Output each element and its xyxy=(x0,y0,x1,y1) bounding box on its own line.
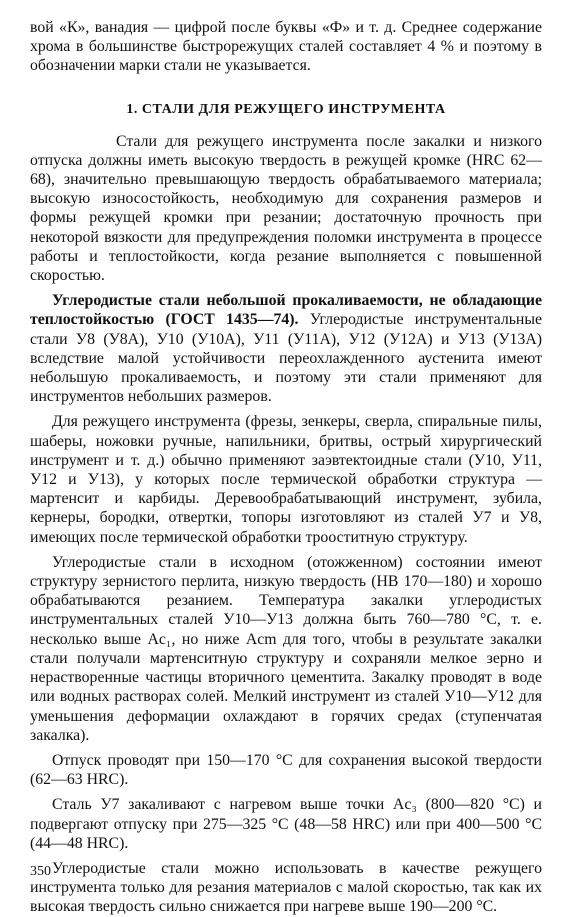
intro-paragraph: вой «К», ванадия — цифрой после буквы «Ф» и т. д. Среднее содержание хрома в большинстве быстрорежущих сталей составляет 4 % и поэтому в обозначении марки стали не указывается. xyxy=(30,19,542,75)
paragraph-carbon-steels-text: Углеродистые инструментальные стали У8 (У8А), У10 (У10А), У11 (У11А), У12 (У12А) и У13 (У13А) вследствие малой устойчивости переохлажденного аустенита имеют небольшую прокаливаемость, и поэтому эти стали применяют для инструментов небольших размеров. xyxy=(30,311,542,406)
paragraph-applications: Для режущего инструмента (фрезы, зенкеры, сверла, спиральные пилы, шаберы, ножовки ручные, напильники, бритвы, острый хирургический инструмент и т. д.) обычно применяют заэвтектоидные стали (У10, У11, У12 и У13), у которых после термической обработки структура — мартенсит и карбиды. Деревообрабатывающий инструмент, зубила, кернеры, бородки, отвертки, топоры изготовляют из сталей У7 и У8, имеющих после термической обработки трооститную структуру. xyxy=(30,413,542,546)
page-number: 350 xyxy=(30,864,51,879)
paragraph-limitations: Углеродистые стали можно использовать в качестве режущего инструмента только для резания материалов с малой скоростью, так как их высокая твердость сильно снижается при нагреве выше 190—200 °С. xyxy=(30,859,542,916)
paragraph-requirements: Стали для режущего инструмента после закалки и низкого отпуска должны иметь высокую твердость в режущей кромке (HRC 62—68), значительно превышающую твердость обрабатываемого материала; высокую износостойкость, необходимую для сохранения размеров и формы режущей кромки при резании; достаточную прочность при некоторой вязкости для предупреждения поломки инструмента в процессе работы и теплостойкости, когда резание выполняется с повышенной скоростью. xyxy=(30,132,542,285)
section-heading: 1. СТАЛИ ДЛЯ РЕЖУЩЕГО ИНСТРУМЕНТА xyxy=(126,101,446,117)
paragraph-heat-treatment: Углеродистые стали в исходном (отожженном) состоянии имеют структуру зернистого перлита, низкую твердость (НВ 170—180) и хорошо обрабатываются резанием. Температура закалки углеродистых инструментальных сталей У10—У13 должна быть 760—780 °С, т. е. несколько выше Ac₁, но ниже Acm для того, чтобы в результате закалки стали получали мартенситную структуру и сохраняли мелкое зерно и нерастворенные частицы вторичного цементита. Закалку проводят в воде или водных растворах солей. Мелкий инструмент из сталей У10—У12 для уменьшения деформации охлаждают в горячих средах (ступенчатая закалка). xyxy=(30,553,542,744)
paragraph-steel-u7: Сталь У7 закаливают с нагревом выше точки Ac₃ (800—820 °С) и подвергают отпуску при 275—325 °С (48—58 HRC) или при 400—500 °С (44—48 HRC). xyxy=(30,796,542,852)
paragraph-lead-title: Углеродистые стали небольшой прокаливаемости, не обладающие теплостойкостью (ГОСТ 1435—74). xyxy=(30,292,542,329)
paragraph-tempering: Отпуск проводят при 150—170 °С для сохранения высокой твердости (62—63 HRC). xyxy=(30,751,542,789)
paragraph-carbon-steels xyxy=(30,291,542,406)
